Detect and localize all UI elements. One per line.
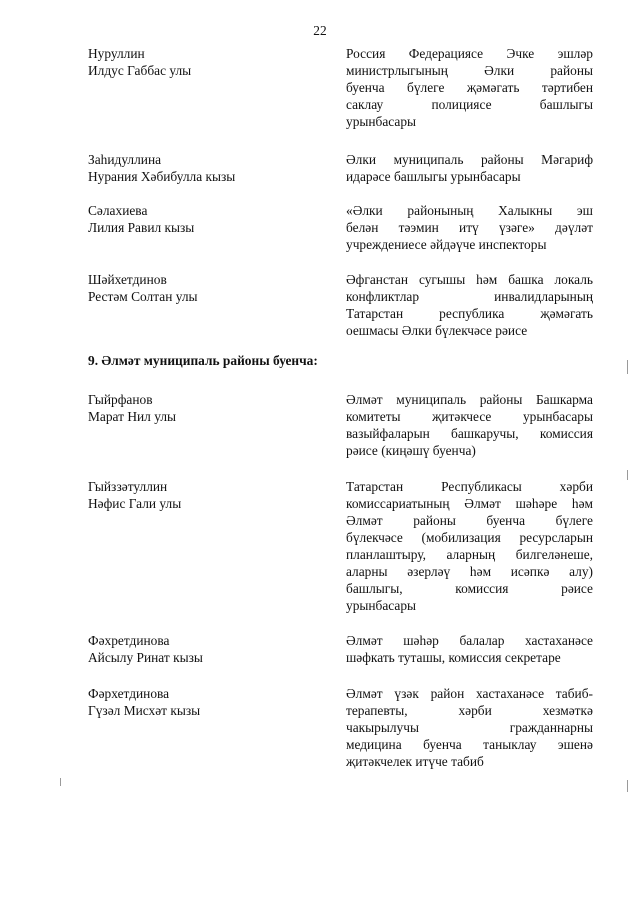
member-position: [346, 202, 593, 253]
member-position: [346, 478, 593, 614]
position-line: аларны әзерләү һәм исәпкә алу): [346, 564, 593, 579]
member-name: [88, 202, 318, 236]
position-line: Әлмәт муниципаль районы Башкарма: [346, 392, 593, 407]
member-position: [346, 45, 593, 130]
position-line: медицина буенча таныклау эшенә: [346, 737, 593, 752]
position-line: башлыгы, комиссия рәисе: [346, 581, 593, 596]
position-line: Россия Федерациясе Эчке эшләр: [346, 46, 593, 61]
member-name: [88, 271, 318, 305]
member-given-names: Илдус Габбас улы: [88, 63, 192, 78]
position-line: җитәкчелек итүче табиб: [346, 754, 484, 769]
position-line: конфликтлар инвалидларының: [346, 289, 593, 304]
member-position: [346, 391, 593, 459]
member-name: [88, 478, 318, 512]
position-line: вазыйфаларын башкаручы, комиссия: [346, 426, 593, 441]
position-line: урынбасары: [346, 114, 417, 129]
member-given-names: Айсылу Ринат кызы: [88, 650, 203, 665]
member-surname: Нуруллин: [88, 46, 145, 61]
position-line: «Әлки районының Халыкны эш: [346, 203, 593, 218]
position-line: комитеты җитәкчесе урынбасары: [346, 409, 593, 424]
member-name: [88, 45, 318, 79]
position-line: министрлыгының Әлки районы: [346, 63, 593, 78]
position-line: Әфганстан сугышы һәм башка локаль: [346, 272, 593, 287]
scan-mark: [627, 780, 628, 792]
member-given-names: Лилия Равил кызы: [88, 220, 195, 235]
position-line: терапевты, хәрби хезмәткә: [346, 703, 593, 718]
member-surname: Фәрхетдинова: [88, 686, 170, 701]
position-line: Әлки муниципаль районы Мәгариф: [346, 152, 593, 167]
member-surname: Гыйрфанов: [88, 392, 153, 407]
scan-mark: [627, 360, 628, 374]
member-position: [346, 685, 593, 770]
position-line: Татарстан республика җәмәгать: [346, 306, 593, 321]
member-given-names: Нурания Хәбибулла кызы: [88, 169, 236, 184]
member-name: [88, 685, 318, 719]
position-line: идарәсе башлыгы урынбасары: [346, 169, 521, 184]
position-line: Әлмәт үзәк район хастаханәсе табиб-: [346, 686, 593, 701]
position-line: планлаштыру, аларның билгеләнеше,: [346, 547, 593, 562]
member-surname: Сәлахиева: [88, 203, 148, 218]
position-line: Әлмәт шәһәр балалар хастаханәсе: [346, 633, 593, 648]
member-given-names: Рестәм Солтан улы: [88, 289, 198, 304]
scan-mark: [627, 470, 628, 480]
position-line: саклау полициясе башлыгы: [346, 97, 593, 112]
member-surname: Гыйззәтуллин: [88, 479, 168, 494]
position-line: комиссариатының Әлмәт шәһәре һәм: [346, 496, 593, 511]
member-position: [346, 632, 593, 666]
member-name: [88, 151, 318, 185]
position-line: белән тәэмин итү үзәге» дәүләт: [346, 220, 593, 235]
member-position: [346, 151, 593, 185]
member-surname: Заһидуллина: [88, 152, 162, 167]
member-surname: Шәйхетдинов: [88, 272, 167, 287]
position-line: бүлекчәсе (мобилизация ресурсларын: [346, 530, 593, 545]
position-line: буенча бүлеге җәмәгать тәртибен: [346, 80, 593, 95]
member-position: [346, 271, 593, 339]
position-line: оешмасы Әлки бүлекчәсе рәисе: [346, 323, 528, 338]
scan-mark: [60, 778, 61, 786]
section-heading: 9. Әлмәт муниципаль районы буенча:: [88, 353, 318, 368]
member-name: [88, 632, 318, 666]
position-line: рәисе (киңәшү буенча): [346, 443, 476, 458]
position-line: учреждениесе әйдәүче инспекторы: [346, 237, 547, 252]
page-number: 22: [313, 23, 327, 38]
member-name: [88, 391, 318, 425]
member-given-names: Гүзәл Мисхәт кызы: [88, 703, 201, 718]
position-line: шәфкать туташы, комиссия секретаре: [346, 650, 561, 665]
position-line: Татарстан Республикасы хәрби: [346, 479, 593, 494]
position-line: Әлмәт районы буенча бүлеге: [346, 513, 593, 528]
member-given-names: Марат Нил улы: [88, 409, 176, 424]
position-line: урынбасары: [346, 598, 417, 613]
position-line: чакырылучы гражданнарны: [346, 720, 593, 735]
member-given-names: Нәфис Гали улы: [88, 496, 182, 511]
member-surname: Фәхретдинова: [88, 633, 170, 648]
